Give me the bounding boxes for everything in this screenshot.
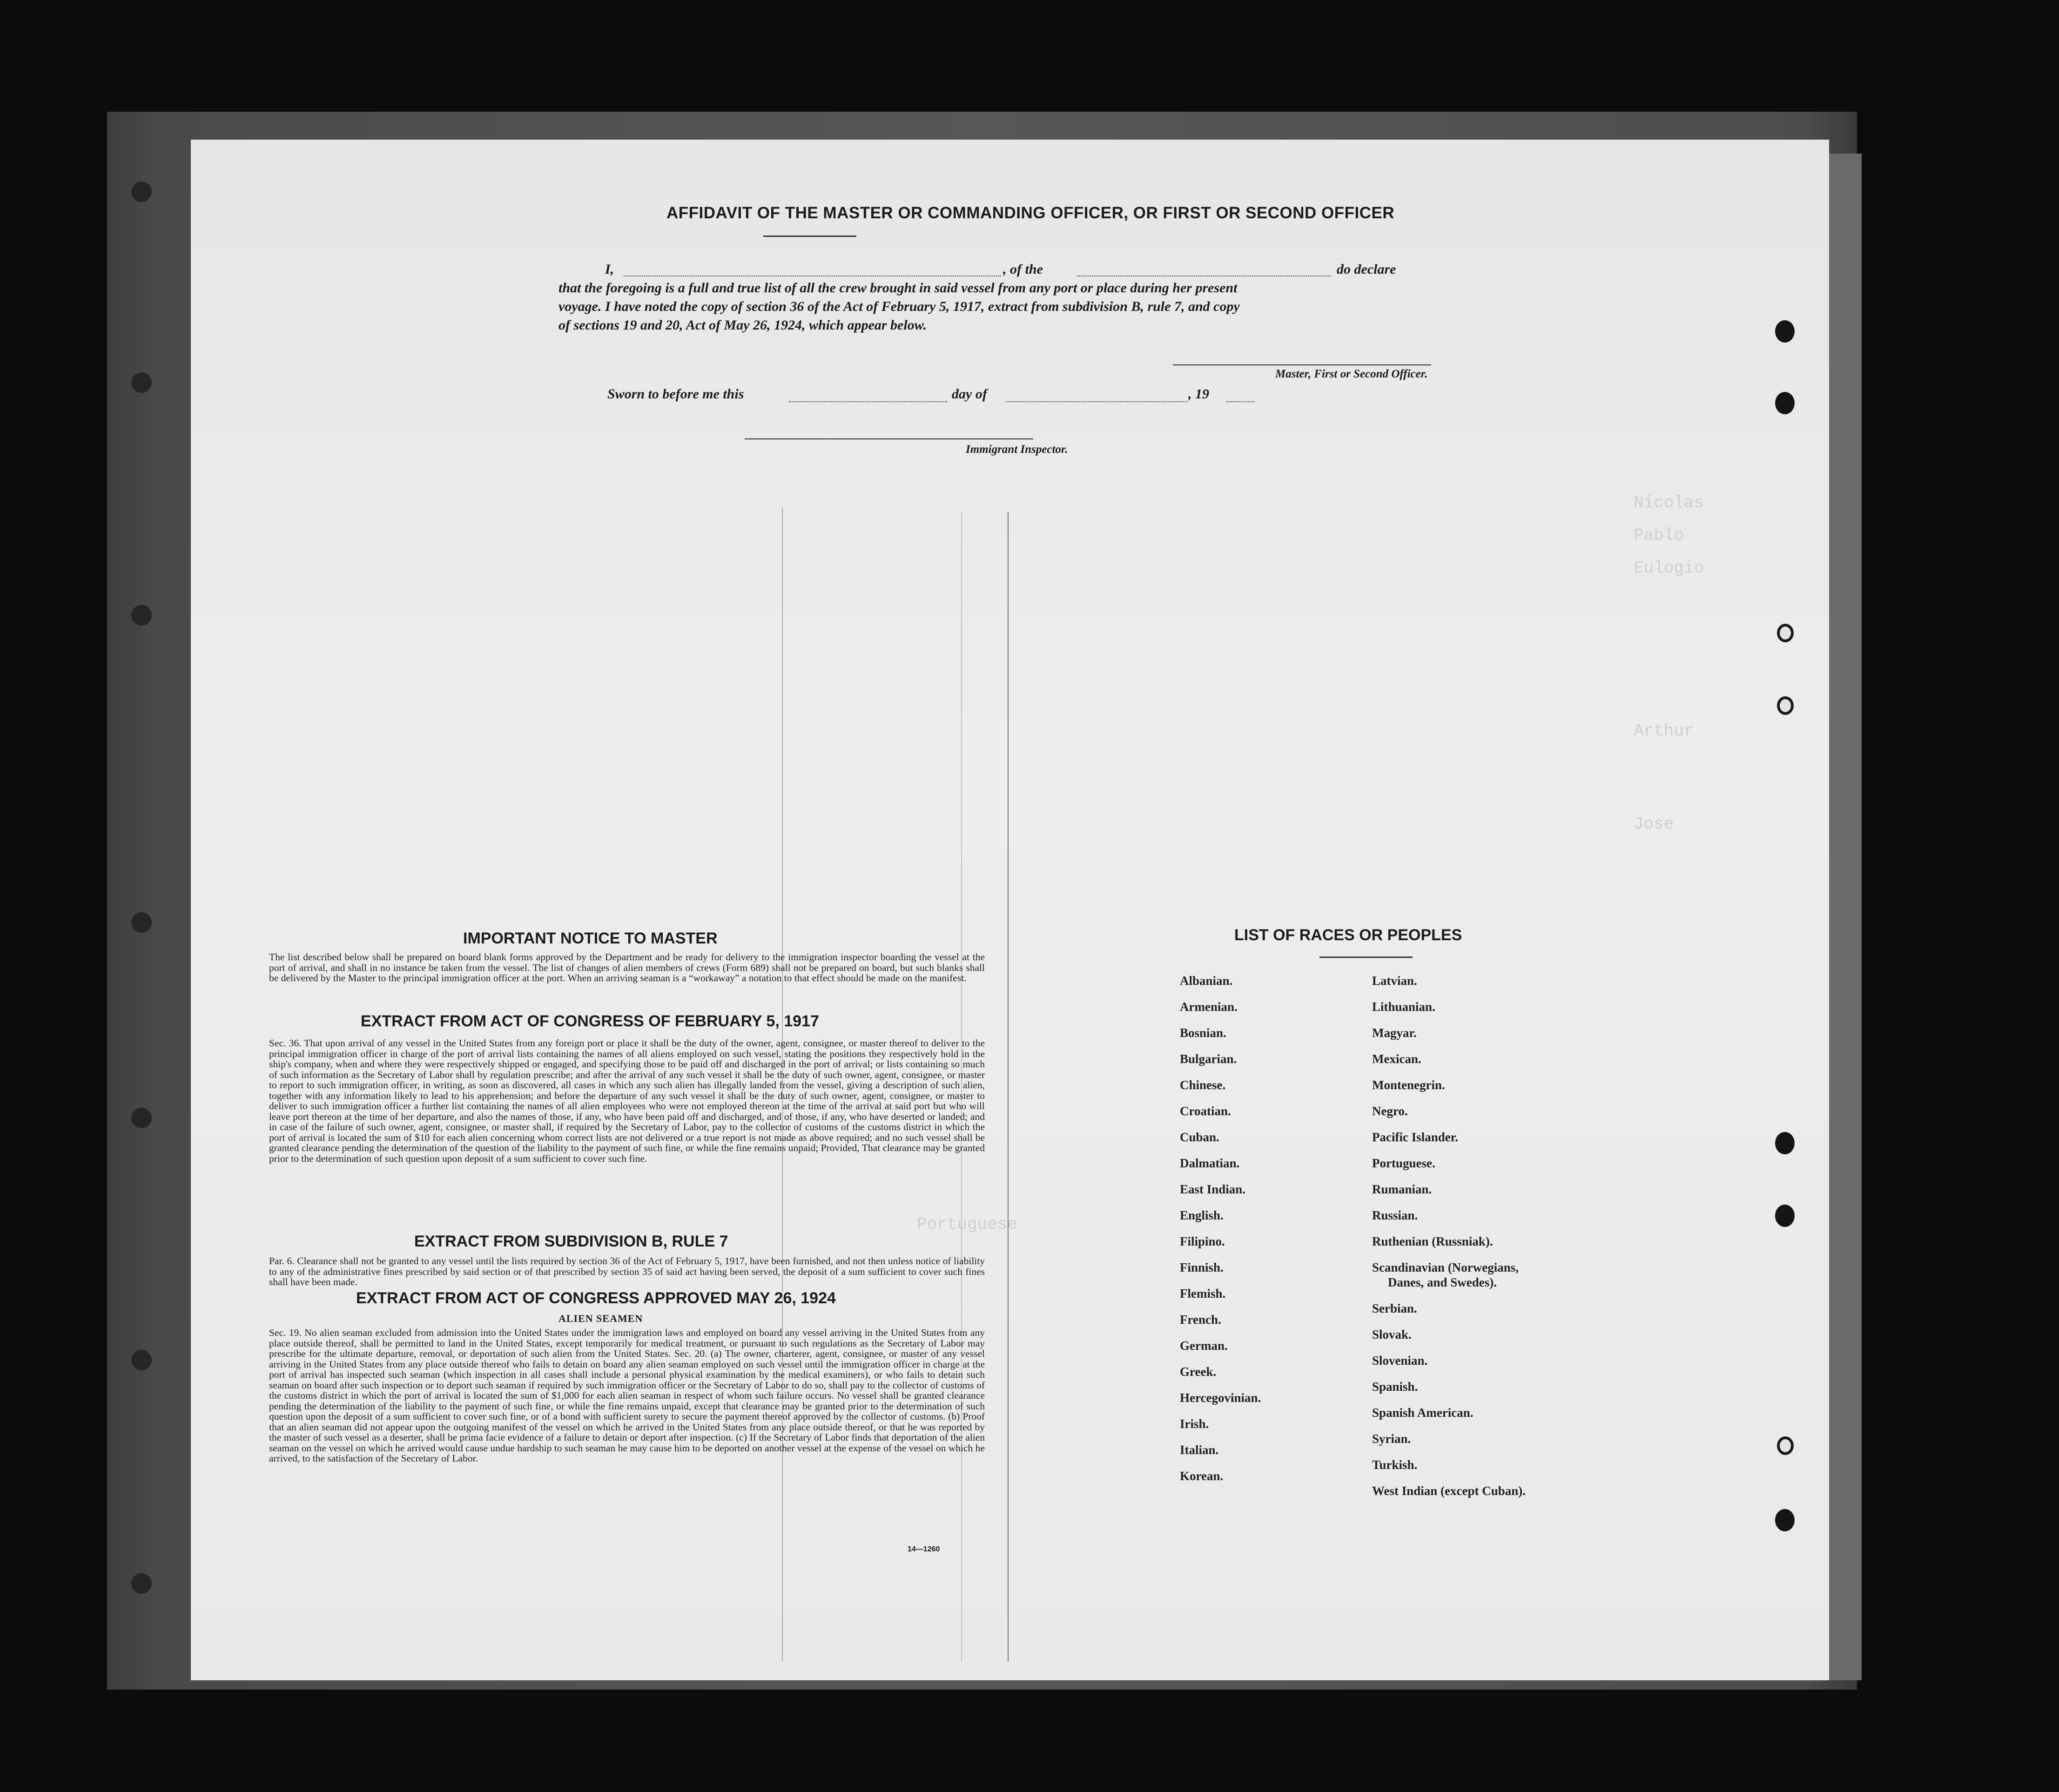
race-item: Serbian. xyxy=(1372,1301,1417,1315)
race-item: Montenegrin. xyxy=(1372,1078,1445,1092)
race-item: French. xyxy=(1180,1313,1221,1327)
punch-hole xyxy=(1775,320,1795,343)
race-item: Cuban. xyxy=(1180,1130,1219,1144)
title-rule xyxy=(763,236,856,237)
binding-hole xyxy=(131,1573,152,1594)
race-item: Dalmatian. xyxy=(1180,1156,1240,1170)
extract-1917-title: EXTRACT FROM ACT OF CONGRESS OF FEBRUARY 5, 1917 xyxy=(361,1012,819,1030)
race-item: Russian. xyxy=(1372,1208,1418,1222)
race-item: Croatian. xyxy=(1180,1104,1231,1118)
affidavit-line-2: that the foregoing is a full and true list of all the crew brought in said vessel from any port or place during her present xyxy=(558,280,1238,296)
race-item: Negro. xyxy=(1372,1104,1408,1118)
sworn-text: Sworn to before me this xyxy=(607,386,744,402)
extract-1924-subtitle: ALIEN SEAMEN xyxy=(558,1313,643,1324)
race-item: Bosnian. xyxy=(1180,1026,1226,1040)
race-item: Portuguese. xyxy=(1372,1156,1435,1170)
race-item: Slovenian. xyxy=(1372,1354,1428,1368)
affidavit-title: AFFIDAVIT OF THE MASTER OR COMMANDING OFFICER, OR FIRST OR SECOND OFFICER xyxy=(666,204,1395,222)
affidavit-line-4: of sections 19 and 20, Act of May 26, 1924, which appear below. xyxy=(558,317,927,333)
race-item: German. xyxy=(1180,1339,1228,1353)
race-item: Scandinavian (Norwegians, xyxy=(1372,1260,1519,1274)
binding-hole xyxy=(131,1350,152,1370)
race-item: Pacific Islander. xyxy=(1372,1130,1458,1144)
race-item: Irish. xyxy=(1180,1417,1209,1431)
center-fold xyxy=(1008,512,1009,1662)
races-title: LIST OF RACES OR PEOPLES xyxy=(1234,926,1462,944)
race-item: Italian. xyxy=(1180,1443,1219,1457)
notice-title: IMPORTANT NOTICE TO MASTER xyxy=(463,930,718,947)
punch-hole xyxy=(1775,1205,1795,1227)
affidavit-of-the: , of the xyxy=(1003,262,1043,277)
race-item: West Indian (except Cuban). xyxy=(1372,1484,1526,1498)
punch-hole xyxy=(1775,1132,1795,1154)
race-item: Mexican. xyxy=(1372,1052,1421,1066)
extract-rule7-body: Par. 6. Clearance shall not be granted to any vessel until the lists required by section 36 of the Act of February 5, 1917, have been furnished, and not then unless notice of liability to any of the administrative fines prescribed by said section or of that prescribed by section 35 of said act having been served, the deposit of a sum sufficient to cover such fines shall have been made. xyxy=(269,1255,985,1287)
affidavit-do-declare: do declare xyxy=(1337,262,1396,277)
extract-1924-body: Sec. 19. No alien seaman excluded from admission into the United States under the immigration laws and employed on board any vessel arriving in the United States from any place outside thereof, shall be permitted to land in the United States, except temporarily for medical treatment, or pursuant to such regulations as the Secretary of Labor may prescribe for the ultimate departure, removal, or deportation of such alien from the United States. Sec. 20. (a) The owner, charterer, agent, consignee, or master of any vessel arriving in the United States from any place outside thereof who fails to detain on board any alien seaman employed on such vessel until the immigration officer in charge at the port of arrival has inspected such seaman (which inspection in all cases shall include a personal physical examination by the medical examiners), or who fails to detain such seaman on board after such inspection or to deport such seaman if required by such immigration officer or the Secretary of Labor to do so, shall pay to the collector of customs of the customs district in which the port of arrival is located the sum of $1,000 for each alien seaman in respect of whom such failure occurs. No vessel shall be granted clearance pending the determination of the liability to the payment of such fine, or while the fine remains unpaid, except that clearance may be granted prior to the determination of such question upon the deposit of a sum sufficient to cover such fine, or of a bond with sufficient surety to secure the payment thereof approved by the collector of customs. (b) Proof that an alien seaman did not appear upon the outgoing manifest of the vessel on which he arrived in the United States from any place outside thereof, or that he was reported by the master of such vessel as a deserter, shall be prima facie evidence of a failure to detain or deport after inspection. (c) If the Secretary of Labor finds that deportation of the alien seaman on the vessel on which he arrived would cause undue hardship to such seaman he may cause him to be deported on another vessel at the expense of the vessel on which he arrived, to the satisfaction of the Secretary of Labor. xyxy=(269,1327,985,1464)
race-item: Hercegovinian. xyxy=(1180,1391,1261,1405)
punch-hole xyxy=(1777,1436,1794,1455)
race-item: Korean. xyxy=(1180,1469,1224,1483)
notice-body: The list described below shall be prepared on board blank forms approved by the Department and be ready for delivery to the immigration inspector boarding the vessel at the port of arrival, and shall in no instance be taken from the vessel. The list of changes of alien members of crews (Form 689) shall not be prepared on board, but such blanks shall be delivered by the Master to the principal immigration officer at the port. When an arriving seaman is a “workaway” a notation to that effect should be made on the manifest. xyxy=(269,951,985,984)
form-number: 14—1260 xyxy=(908,1545,940,1553)
race-item: East Indian. xyxy=(1180,1182,1246,1196)
binding-hole xyxy=(131,372,152,393)
inspector-caption: Immigrant Inspector. xyxy=(966,443,1068,456)
document-page: Nicolas Pablo Eulogio Arthur Jose Portuguese AFFIDAVIT OF THE MASTER OR COMMANDING OFFICER, OR FIRST OR SECOND OFFICER I, , of the do declare that the foregoing is a full and true list of all the crew brought in said vessel from any port or place during her present voyage. I have noted the copy of section 36 of the Act of February 5, 1917, extract from subdivision B, rule 7, and copy of sections 19 and 20, Act of May 26, 1924, which appear below. Master, First or Second Officer. Sworn to before me this day of , 19 Immigrant Inspector. IMPORTANT NOTICE TO MASTER The list described below shall be prepared on board blank forms approved by the Department and be ready for delivery to the immigration inspector boarding the vessel at the port of arrival, and shall in no instance be taken from the vessel. The list of changes of alien members of crews (Form 689) shall not be prepared on board, but such blanks shall be delivered by the Master to the principal immigration officer at the port. When an arriving seaman is a “workaway” a notation to that effect should be made on the manifest. EXTRACT FROM ACT OF CONGRESS OF FEBRUARY 5, 1917 Sec. 36. That upon arrival of any vessel in the United States from any foreign port or place it shall be the duty of the owner, agent, consignee, or master thereof to deliver to the principal immigration officer in charge of the port of arrival lists containing the names of all aliens employed on such vessel, stating the positions they respectively hold in the ship's company, when and where they were respectively shipped or engaged, and specifying those to be paid off and discharged in the port of arrival; or lists containing so much of such information as the Secretary of Labor shall by regulation prescribe; and after the arrival of any such vessel it shall be the duty of such owner, agent, consignee, or master to report to such immigration officer, in writing, as soon as discovered, all cases in which any such alien has illegally landed from the vessel, giving a description of such alien, together with any information likely to lead to his apprehension; and before the departure of any such vessel it shall be the duty of such owner, agent, consignee, or master to deliver to such immigration officer a further list containing the names of all alien employees who were not employed thereon at the time of the arrival at said port but who will leave port thereon at the time of her departure, and also the names of those, if any, who have been paid off and discharged, and of those, if any, who have deserted or landed; and in case of the failure of such owner, agent, consignee, or master shall, if required by the Secretary of Labor, pay to the collector of customs of the customs district in which the port of arrival is located the sum of $10 for each alien concerning whom correct lists are not delivered or a true report is not made as above required; and no such vessel shall be granted clearance pending the determination of the question of the liability to the payment of such fine, or while the fine remains unpaid; Provided, That clearance may be granted prior to the determination of such question upon deposit of a sum sufficient to cover such fine. EXTRACT FROM SUBDIVISION B, RULE 7 Par. 6. Clearance shall not be granted to any vessel until the lists required by section 36 of the Act of February 5, 1917, have been furnished, and not then unless notice of liability to any of the administrative fines prescribed by said section or of that prescribed by section 35 of said act having been served, the deposit of a sum sufficient to cover such fines shall have been made. EXTRACT FROM ACT OF CONGRESS APPROVED MAY 26, 1924 ALIEN SEAMEN Sec. 19. No alien seaman excluded from admission into the United States under the immigration laws and employed on board any vessel arriving in the United States from any place outside thereof, shall be permitted to land in the United States, except temporarily for medical treatment, or pursuant to such regulations as the Secretary of Labor may prescribe for the ultimate departure, removal, or deportation of such alien from the United States. Sec. 20. (a) The owner, charterer, agent, consignee, or master of any vessel arriving in the United States from any place outside thereof who fails to detain on board any alien seaman employed on such vessel until the immigration officer in charge at the port of arrival has inspected such seaman (which inspection in all cases shall include a personal physical examination by the medical examiners), or who fails to detain such seaman on board after such inspection or to deport such seaman if required by such immigration officer or the Secretary of Labor to do so, shall pay to the collector of customs of the customs district in which the port of arrival is located the sum of $1,000 for each alien seaman in respect of whom such failure occurs. No vessel shall be granted clearance pending the determination of the liability to the payment of such fine, or while the fine remains unpaid, except that clearance may be granted prior to the determination of such question upon the deposit of a sum sufficient to cover such fine, or of a bond with sufficient surety to secure the payment thereof approved by the collector of customs. (b) Proof that an alien seaman did not appear upon the outgoing manifest of the vessel on which he arrived in the United States from any place outside thereof, or that he was reported by the master of such vessel as a deserter, shall be prima facie evidence of a failure to detain or deport after inspection. (c) If the Secretary of Labor finds that deportation of the alien seaman on the vessel on which he arrived would cause undue hardship to such seaman he may cause him to be deported on another vessel at the expense of the vessel on which he arrived, to the satisfaction of the Secretary of Labor. 14—1260 LIST OF RACES OR PEOPLES Albanian. Armenian. Bosnian. Bulgarian. Chinese. Croatian. Cuban. Dalmatian. East Indian. English. Filipino. Finnish. Flemish. French. German. Greek. Hercegovinian. Irish. Italian. Korean. Latvian. Lithuanian. Magyar. Mexican. Montenegrin. Negro. Pacific Islander. Portuguese. Rumanian. Russian. Ruthenian (Russniak). Scandinavian (Norwegians, Danes, and Swedes). Serbian. Slovak. Slovenian. Spanish. Spanish American. Syrian. Turkish. West Indian (except Cuban). xyxy=(191,140,1829,1680)
punch-hole xyxy=(1777,624,1794,642)
extract-rule7-title: EXTRACT FROM SUBDIVISION B, RULE 7 xyxy=(414,1233,728,1250)
races-title-rule xyxy=(1319,957,1413,958)
race-item: Albanian. xyxy=(1180,974,1233,988)
punch-hole xyxy=(1777,696,1794,715)
binding-hole xyxy=(131,182,152,202)
race-item: Magyar. xyxy=(1372,1026,1417,1040)
affidavit-i: I, xyxy=(605,262,614,277)
race-item: Finnish. xyxy=(1180,1260,1224,1274)
race-item: Armenian. xyxy=(1180,1000,1238,1014)
binding-hole xyxy=(131,912,152,933)
inspector-line[interactable] xyxy=(745,438,1033,439)
page-edge xyxy=(1829,154,1862,1680)
race-item: Flemish. xyxy=(1180,1287,1226,1300)
binding-hole xyxy=(131,605,152,626)
race-item: Syrian. xyxy=(1372,1432,1411,1446)
sworn-month-line[interactable] xyxy=(1006,401,1188,402)
affidavit-line-3: voyage. I have noted the copy of section 36 of the Act of February 5, 1917, extract from subdivision B, rule 7, and copy xyxy=(558,299,1240,314)
race-item: Danes, and Swedes). xyxy=(1388,1275,1497,1289)
signature-caption: Master, First or Second Officer. xyxy=(1275,368,1428,380)
race-item: Lithuanian. xyxy=(1372,1000,1435,1014)
sworn-year-line[interactable] xyxy=(1226,401,1254,402)
sworn-day-line[interactable] xyxy=(789,401,947,402)
race-item: English. xyxy=(1180,1208,1224,1222)
race-item: Ruthenian (Russniak). xyxy=(1372,1234,1493,1248)
race-item: Greek. xyxy=(1180,1365,1217,1379)
signature-line[interactable] xyxy=(1173,364,1431,365)
race-item: Chinese. xyxy=(1180,1078,1226,1092)
extract-1924-title: EXTRACT FROM ACT OF CONGRESS APPROVED MAY 26, 1924 xyxy=(356,1289,836,1307)
binding-hole xyxy=(131,1108,152,1128)
race-item: Bulgarian. xyxy=(1180,1052,1237,1066)
sworn-day-of: day of xyxy=(952,386,987,402)
race-item: Rumanian. xyxy=(1372,1182,1432,1196)
race-item: Spanish American. xyxy=(1372,1406,1474,1420)
race-item: Latvian. xyxy=(1372,974,1417,988)
punch-hole xyxy=(1775,1509,1795,1531)
race-item: Spanish. xyxy=(1372,1380,1418,1394)
punch-hole xyxy=(1775,392,1795,414)
race-item: Turkish. xyxy=(1372,1458,1418,1472)
sworn-year: , 19 xyxy=(1188,386,1209,402)
race-item: Filipino. xyxy=(1180,1234,1225,1248)
race-item: Slovak. xyxy=(1372,1327,1412,1341)
extract-1917-body: Sec. 36. That upon arrival of any vessel in the United States from any foreign port or place it shall be the duty of the owner, agent, consignee, or master thereof to deliver to the principal immigration officer in charge of the port of arrival lists containing the names of all aliens employed on such vessel, stating the positions they respectively hold in the ship's company, when and where they were respectively shipped or engaged, and specifying those to be paid off and discharged in the port of arrival; or lists containing so much of such information as the Secretary of Labor shall by regulation prescribe; and after the arrival of any such vessel it shall be the duty of such owner, agent, consignee, or master to report to such immigration officer, in writing, as soon as discovered, all cases in which any such alien has illegally landed from the vessel, giving a description of such alien, together with any information likely to lead to his apprehension; and before the departure of any such vessel it shall be the duty of such owner, agent, consignee, or master to deliver to such immigration officer a further list containing the names of all alien employees who were not employed thereon at the time of the arrival at said port but who will leave port thereon at the time of her departure, and also the names of those, if any, who have been paid off and discharged, and of those, if any, who have deserted or landed; and in case of the failure of such owner, agent, consignee, or master shall, if required by the Secretary of Labor, pay to the collector of customs of the customs district in which the port of arrival is located the sum of $10 for each alien concerning whom correct lists are not delivered or a true report is not made as above required; and no such vessel shall be granted clearance pending the determination of the question of the liability to the payment of such fine, or while the fine remains unpaid; Provided, That clearance may be granted prior to the determination of such question upon deposit of a sum sufficient to cover such fine. xyxy=(269,1037,985,1164)
